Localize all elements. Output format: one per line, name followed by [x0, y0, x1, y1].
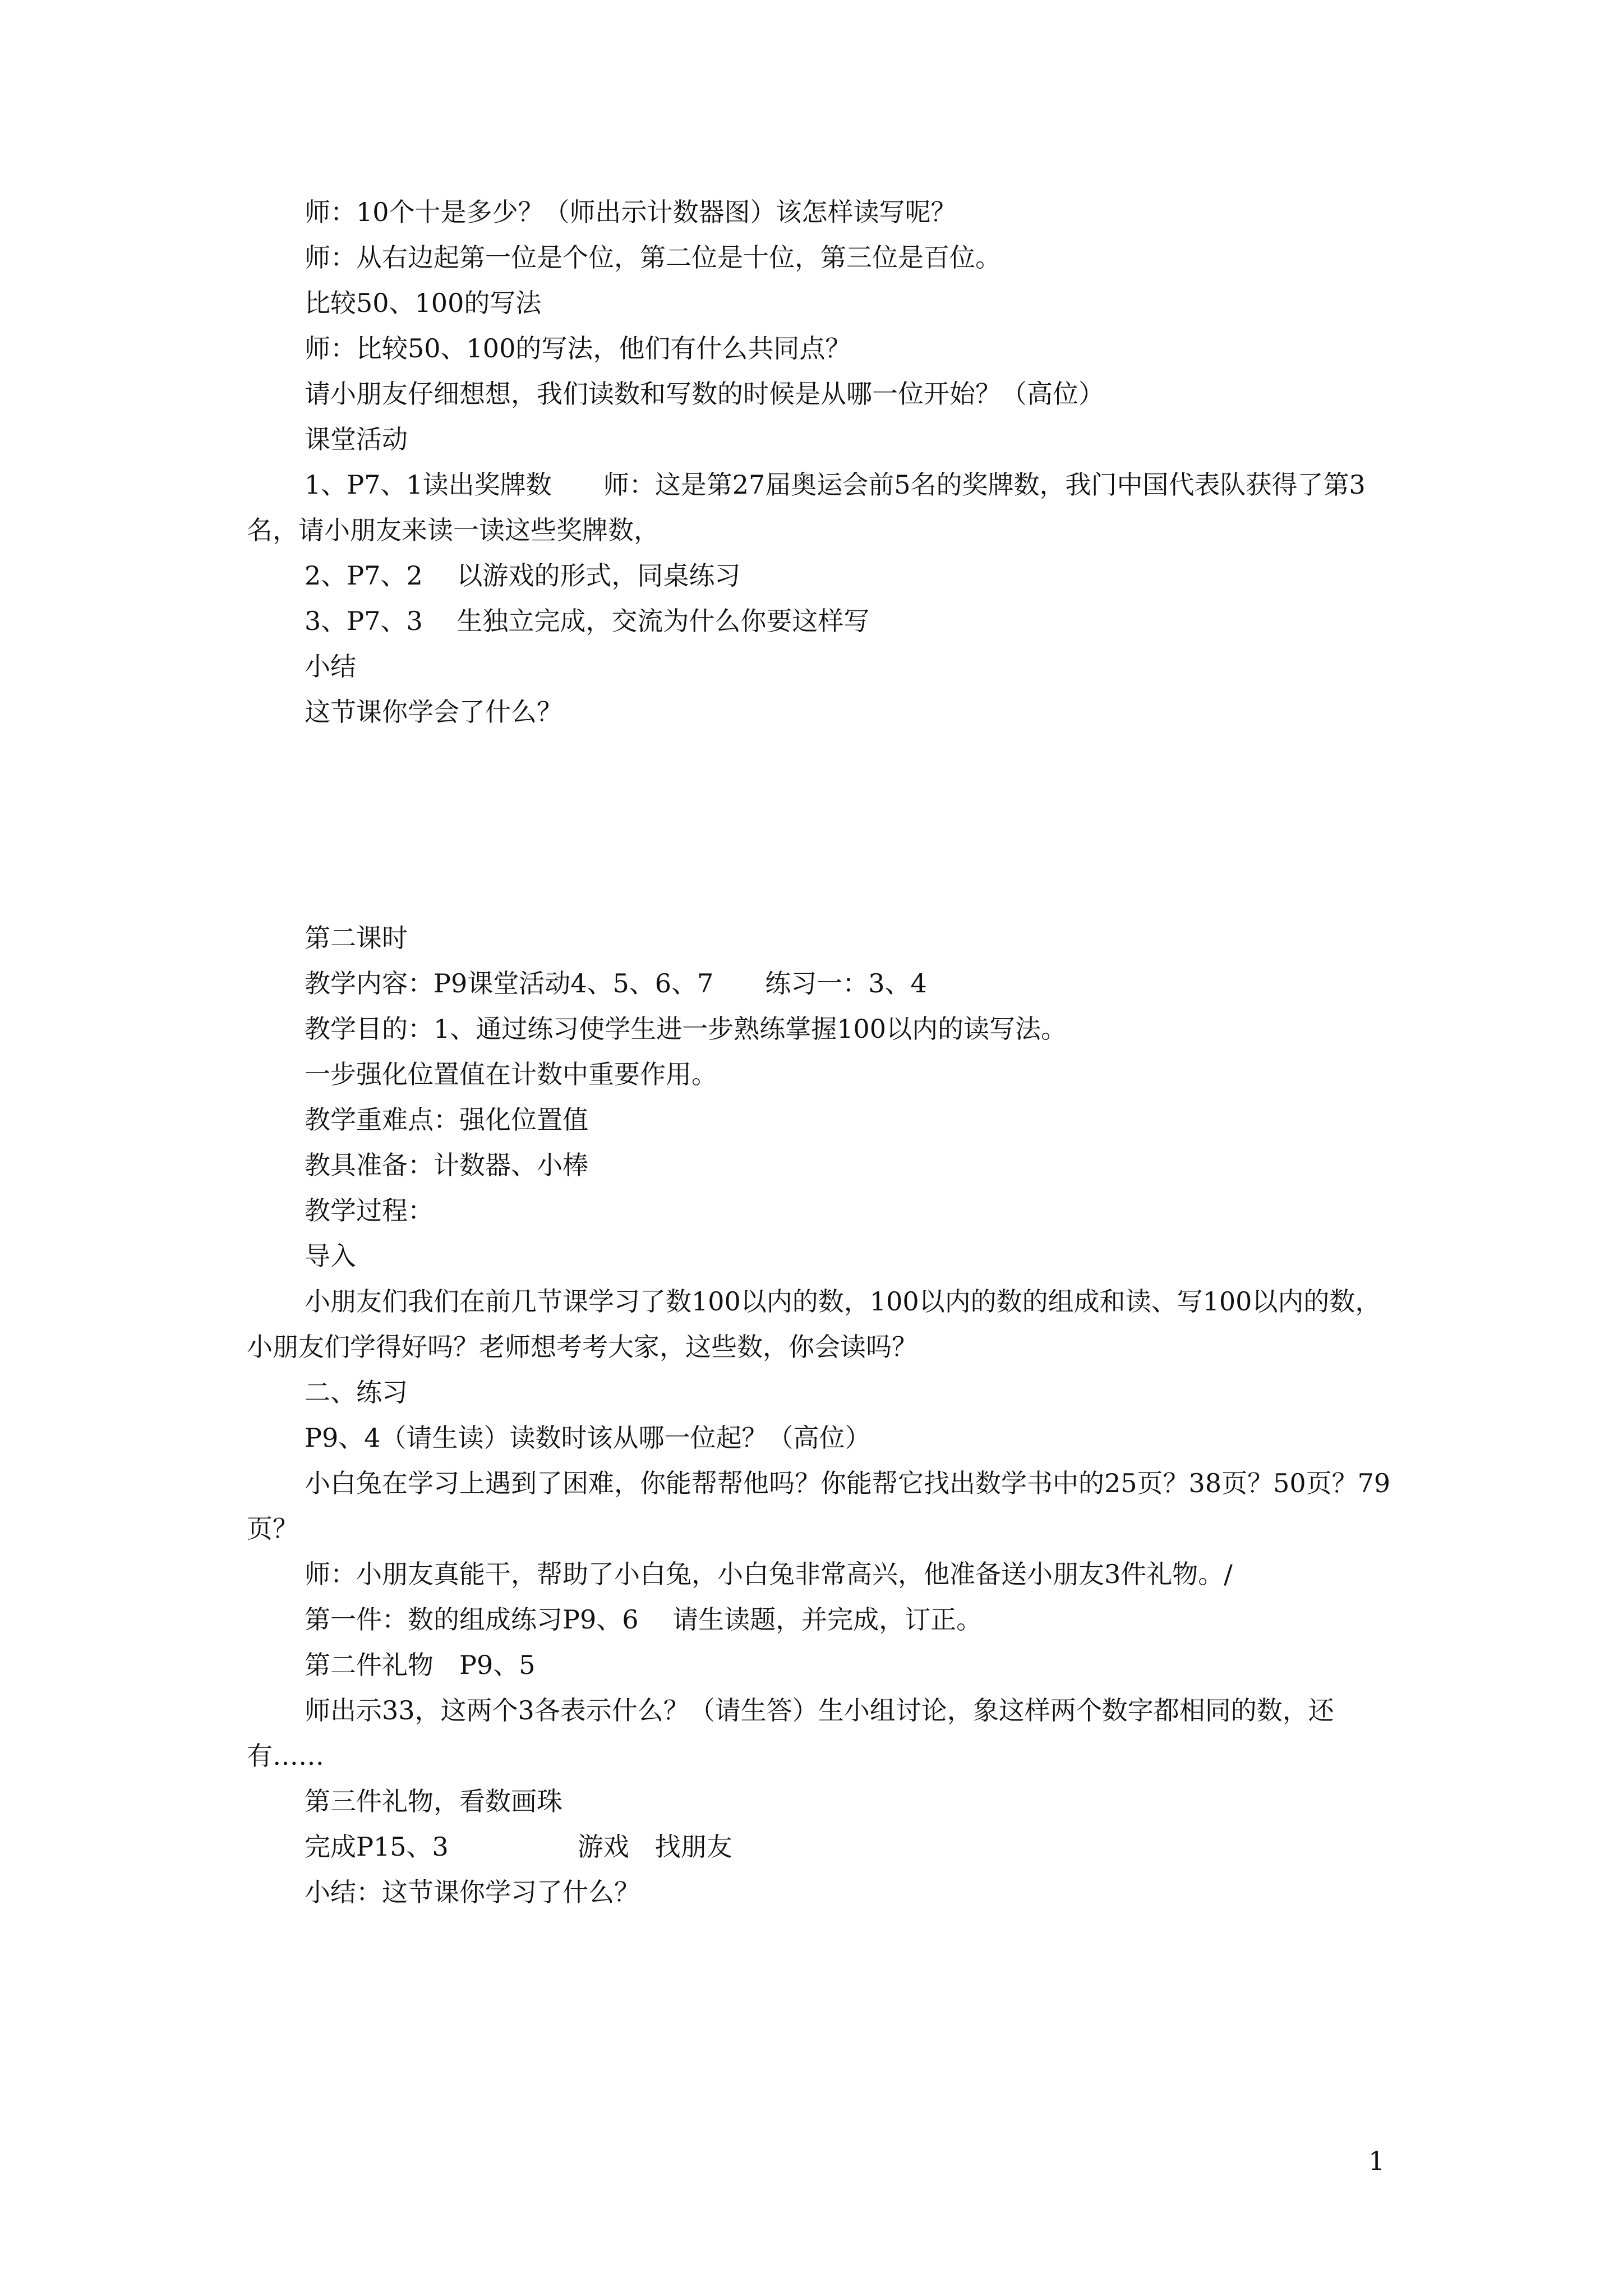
text-paragraph: 小白兔在学习上遇到了困难，你能帮帮他吗？你能帮它找出数学书中的25页？38页？50页？79页？ — [247, 1468, 1391, 1544]
text-line: 师：10个十是多少？（师出示计数器图）该怎样读写呢？ — [305, 197, 957, 227]
text-line: 师：比较50、100的写法，他们有什么共同点？ — [305, 333, 851, 364]
text-line: 教学目的：1、通过练习使学生进一步熟练掌握100以内的读写法。 — [305, 1014, 1067, 1044]
document-body — [247, 190, 1405, 1915]
text-line: 教具准备：计数器、小棒 — [305, 1150, 588, 1180]
text-line: 这节课你学会了什么？ — [305, 697, 562, 727]
lesson-title: 第二课时 — [305, 923, 408, 953]
text-paragraph: 小朋友们我们在前几节课学习了数100以内的数，100以内的数的组成和读、写100以内的数，小朋友们学得好吗？老师想考考大家，这些数，你会读吗？ — [247, 1286, 1381, 1362]
text-line: 请小朋友仔细想想，我们读数和写数的时候是从哪一位开始？（高位） — [305, 379, 1104, 409]
text-line: 小结：这节课你学习了什么？ — [305, 1877, 640, 1907]
text-line: 师：小朋友真能干，帮助了小白兔，小白兔非常高兴，他准备送小朋友3件礼物。/ — [305, 1559, 1233, 1589]
section-heading: 导入 — [305, 1241, 356, 1271]
page-number: 1 — [1368, 2146, 1385, 2176]
text-line: P9、4（请生读）读数时该从哪一位起？（高位） — [305, 1423, 871, 1453]
text-line: 教学重难点：强化位置值 — [305, 1105, 588, 1135]
text-line: 比较50、100的写法 — [305, 288, 542, 318]
section-heading: 课堂活动 — [305, 424, 408, 454]
text-line: 完成P15、3 游戏 找朋友 — [305, 1832, 732, 1862]
text-line: 第三件礼物，看数画珠 — [305, 1786, 562, 1816]
text-line: 第二件礼物 P9、5 — [305, 1650, 536, 1680]
text-line: 2、P7、2 以游戏的形式，同桌练习 — [305, 560, 741, 591]
text-paragraph: 师出示33，这两个3各表示什么？（请生答）生小组讨论，象这样两个数字都相同的数，还有…… — [247, 1695, 1334, 1771]
text-line: 师：从右边起第一位是个位，第二位是十位，第三位是百位。 — [305, 242, 1001, 273]
text-line: 第一件：数的组成练习P9、6 请生读题，并完成，订正。 — [305, 1604, 983, 1635]
section-heading: 小结 — [305, 651, 356, 682]
section-heading: 二、练习 — [305, 1377, 408, 1407]
text-line: 教学过程： — [305, 1195, 434, 1226]
text-line: 3、P7、3 生独立完成，交流为什么你要这样写 — [305, 606, 870, 636]
text-line: 教学内容：P9课堂活动4、5、6、7 练习一：3、4 — [305, 968, 927, 999]
text-paragraph: 1、P7、1读出奖牌数 师：这是第27届奥运会前5名的奖牌数，我门中国代表队获得了第3名，请小朋友来读一读这些奖牌数， — [247, 470, 1366, 545]
blank-space — [247, 735, 1405, 915]
text-line: 一步强化位置值在计数中重要作用。 — [305, 1059, 717, 1089]
